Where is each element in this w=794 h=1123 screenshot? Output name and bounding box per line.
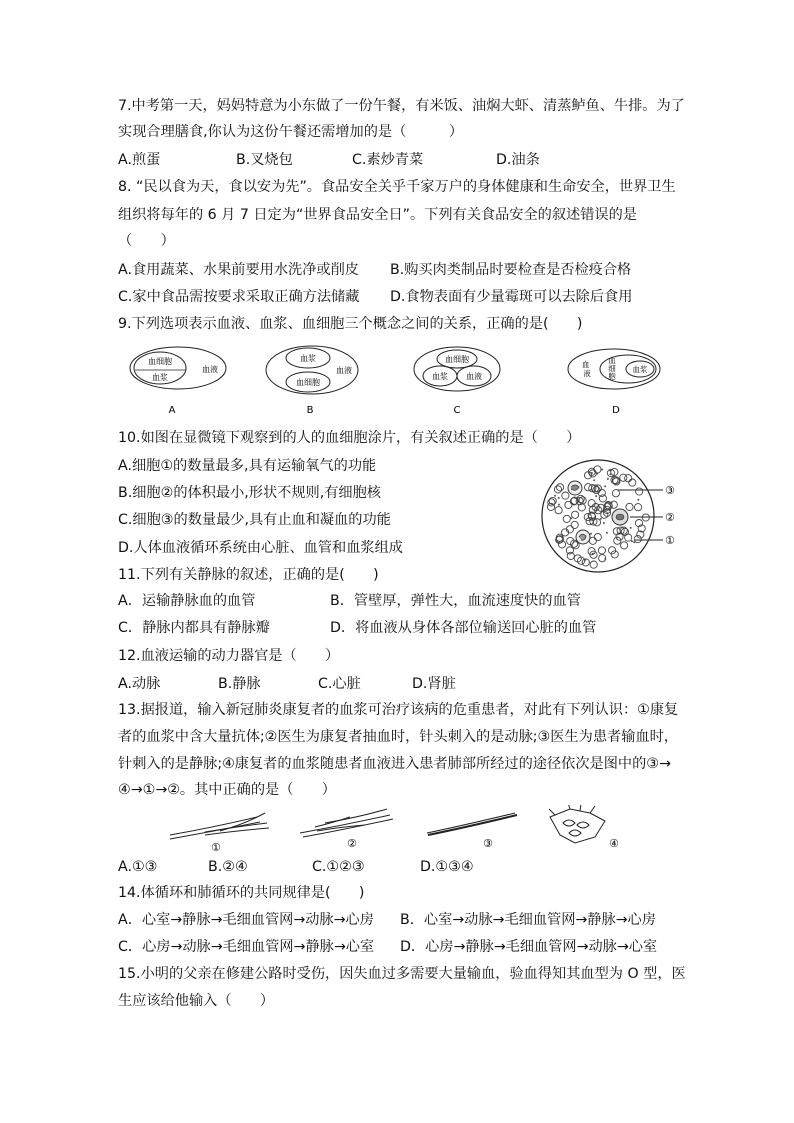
- label-1: ①: [665, 534, 675, 547]
- q9-d-letter: D: [612, 405, 620, 416]
- platelet: [571, 488, 573, 490]
- q10-stem: 10.如图在显微镜下观察到的人的血细胞涂片，有关叙述正确的是（ ）: [118, 430, 581, 446]
- platelet: [595, 495, 597, 497]
- q13-option-c: C.①②③: [312, 859, 365, 875]
- platelet: [637, 499, 639, 501]
- platelet: [593, 479, 595, 481]
- q9-a-label-outer: 血液: [202, 365, 218, 374]
- platelet: [570, 517, 572, 519]
- q15-stem-line1: 15.小明的父亲在修建公路时受伤，因失血过多需要大量输血，验血得知其血型为 O 型，医: [118, 966, 686, 982]
- label-2: ②: [665, 511, 675, 524]
- q8-option-a: A.食用蔬菜、水果前要用水洗净或削皮: [118, 262, 359, 278]
- q9-a-label-inner-bottom: 血浆: [152, 373, 168, 382]
- vessel-3-capillary: [427, 813, 517, 835]
- q13-vessel-figures: [165, 805, 645, 857]
- vessel-2-vein-converging: [300, 809, 393, 837]
- white-blood-cell-3: [576, 530, 590, 544]
- q12-option-a: A.动脉: [118, 676, 161, 692]
- q8-option-b: B.购买肉类制品时要检查是否检疫合格: [390, 262, 632, 278]
- q13-option-a: A.①③: [118, 859, 158, 875]
- platelet: [591, 472, 593, 474]
- q10-option-a: A.细胞①的数量最多,具有运输氧气的功能: [118, 458, 377, 474]
- platelet: [609, 473, 611, 475]
- q12-option-d: D.肾脏: [412, 676, 456, 692]
- q13-stem-line2: 者的血浆中含大量抗体;②医生为康复者抽血时，针头刺入的是动脉;③医生为患者输血时，: [118, 729, 678, 745]
- platelet: [601, 469, 603, 471]
- q13-stem-line3: 针刺入的是静脉;④康复者的血浆随患者血液进入患者肺部所经过的途径依次是图中的③→: [118, 756, 671, 772]
- platelet: [631, 540, 633, 542]
- q12-option-c: C.心脏: [318, 676, 361, 692]
- q10-blood-smear-figure: [540, 458, 690, 576]
- vessel-label-1: ①: [211, 841, 221, 854]
- q7-option-c: C.素炒青菜: [352, 152, 424, 168]
- q8-stem-line1: 8. “民以食为天，食以安为先”。食品安全关乎千家万户的身体健康和生命安全，世界卫生: [118, 179, 676, 195]
- platelet: [633, 541, 635, 543]
- q10-option-b: B.细胞②的体积最小,形状不规则,有细胞核: [118, 485, 381, 501]
- q12-option-b: B.静脉: [218, 676, 261, 692]
- q9-b-label-right: 血液: [336, 366, 352, 375]
- q13-stem-line1: 13.据报道，输入新冠肺炎康复者的血浆可治疗该病的危重患者，对此有下列认识：①康复: [118, 702, 679, 718]
- q9-c-label-top: 血细胞: [445, 355, 469, 364]
- q9-d-outer-char2: 液: [583, 369, 591, 378]
- q14-option-c: C．心房→动脉→毛细血管网→静脉→心室: [118, 939, 375, 955]
- platelet: [604, 485, 606, 487]
- vessel-label-3: ③: [483, 837, 493, 850]
- q7-stem-line2: 实现合理膳食,你认为这份午餐还需增加的是（ ）: [118, 124, 464, 140]
- q9-c-label-left: 血浆: [432, 372, 448, 381]
- q13-option-d: D.①③④: [420, 859, 474, 875]
- vessel-label-2: ②: [347, 837, 357, 850]
- q9-d-label-inner: 血浆: [632, 365, 648, 374]
- platelet: [590, 533, 592, 535]
- platelet: [606, 532, 608, 534]
- q7-option-d: D.油条: [496, 152, 540, 168]
- q7-option-a: A.煎蛋: [118, 152, 161, 168]
- q9-diagram-b: [264, 345, 374, 417]
- q9-b-letter: B: [306, 405, 314, 416]
- platelet: [592, 553, 594, 555]
- q9-a-label-inner-top: 血细胞: [148, 357, 172, 366]
- q9-d-label-outer: [582, 359, 592, 378]
- platelet: [611, 502, 613, 504]
- vessel-4-lung-alveoli: [549, 805, 605, 843]
- platelet: [603, 522, 605, 524]
- q10-option-d: D.人体血液循环系统由心脏、血管和血浆组成: [118, 540, 403, 556]
- q9-stem: 9.下列选项表示血液、血浆、血细胞三个概念之间的关系，正确的是( ): [118, 316, 583, 332]
- platelet: [558, 497, 560, 499]
- q9-a-letter: A: [168, 405, 176, 416]
- q13-stem-line4: ④→①→②。其中正确的是（ ）: [118, 782, 336, 798]
- q14-stem: 14.体循环和肺循环的共同规律是( ): [118, 885, 365, 901]
- q9-c-label-right: 血液: [466, 372, 482, 381]
- q9-diagram-d: [566, 345, 676, 417]
- platelet: [607, 478, 609, 480]
- vessel-1-artery-branching: [170, 813, 269, 839]
- q9-b-label-bottom: 血细胞: [296, 378, 320, 387]
- microscope-field: [542, 460, 654, 572]
- platelet: [616, 537, 618, 539]
- q11-option-d: D．将血液从身体各部位输送回心脏的血管: [330, 620, 597, 636]
- label-3: ③: [665, 484, 675, 497]
- q14-option-a: A．心室→静脉→毛细血管网→动脉→心房: [118, 912, 374, 928]
- platelet: [609, 503, 611, 505]
- platelet: [554, 495, 556, 497]
- q15-stem-line2: 生应该给他输入（ ）: [118, 993, 275, 1009]
- q7-stem-line1: 7.中考第一天，妈妈特意为小东做了一份午餐，有米饭、油焖大虾、清蒸鲈鱼、牛排。为了: [118, 98, 685, 114]
- q9-d-outer-char1: 血: [582, 360, 590, 369]
- platelet: [558, 504, 560, 506]
- q11-option-a: A．运输静脉血的血管: [118, 593, 256, 609]
- q13-option-b: B.②④: [208, 859, 248, 875]
- q8-option-c: C.家中食品需按要求采取正确方法储藏: [118, 289, 360, 305]
- platelet: [609, 470, 611, 472]
- platelet: [596, 473, 598, 475]
- q9-b-label-top: 血浆: [300, 354, 316, 363]
- q11-option-b: B．管壁厚，弹性大，血流速度快的血管: [330, 593, 581, 609]
- q11-option-c: C．静脉内都具有静脉瓣: [118, 620, 270, 636]
- q9-c-letter: C: [453, 405, 461, 416]
- platelet: [604, 558, 606, 560]
- q14-option-d: D．心房→静脉→毛细血管网→动脉→心室: [400, 939, 658, 955]
- q14-option-b: B．心室→动脉→毛细血管网→静脉→心房: [400, 912, 656, 928]
- vessel-label-4: ④: [609, 837, 619, 850]
- platelet: [584, 559, 586, 561]
- q7-option-b: B.叉烧包: [236, 152, 293, 168]
- q8-stem-line3: （ ）: [118, 233, 175, 249]
- q10-option-c: C.细胞③的数量最少,具有止血和凝血的功能: [118, 512, 391, 528]
- platelet: [630, 527, 632, 529]
- q12-stem: 12.血液运输的动力器官是（ ）: [118, 648, 340, 664]
- q8-stem-line2: 组织将每年的 6 月 7 日定为“世界食品安全日”。下列有关食品安全的叙述错误的是: [118, 207, 637, 223]
- white-blood-cell-1: [568, 481, 582, 495]
- q8-option-d: D.食物表面有少量霉斑可以去除后食用: [390, 289, 633, 305]
- white-blood-cell-2: [612, 509, 628, 525]
- q9-diagram-c: [412, 345, 522, 417]
- q11-stem: 11.下列有关静脉的叙述，正确的是( ): [118, 567, 379, 583]
- q9-d-label-middle-vertical: 血细胞: [608, 356, 616, 381]
- platelet: [600, 518, 602, 520]
- q9-diagram-a: [128, 345, 238, 417]
